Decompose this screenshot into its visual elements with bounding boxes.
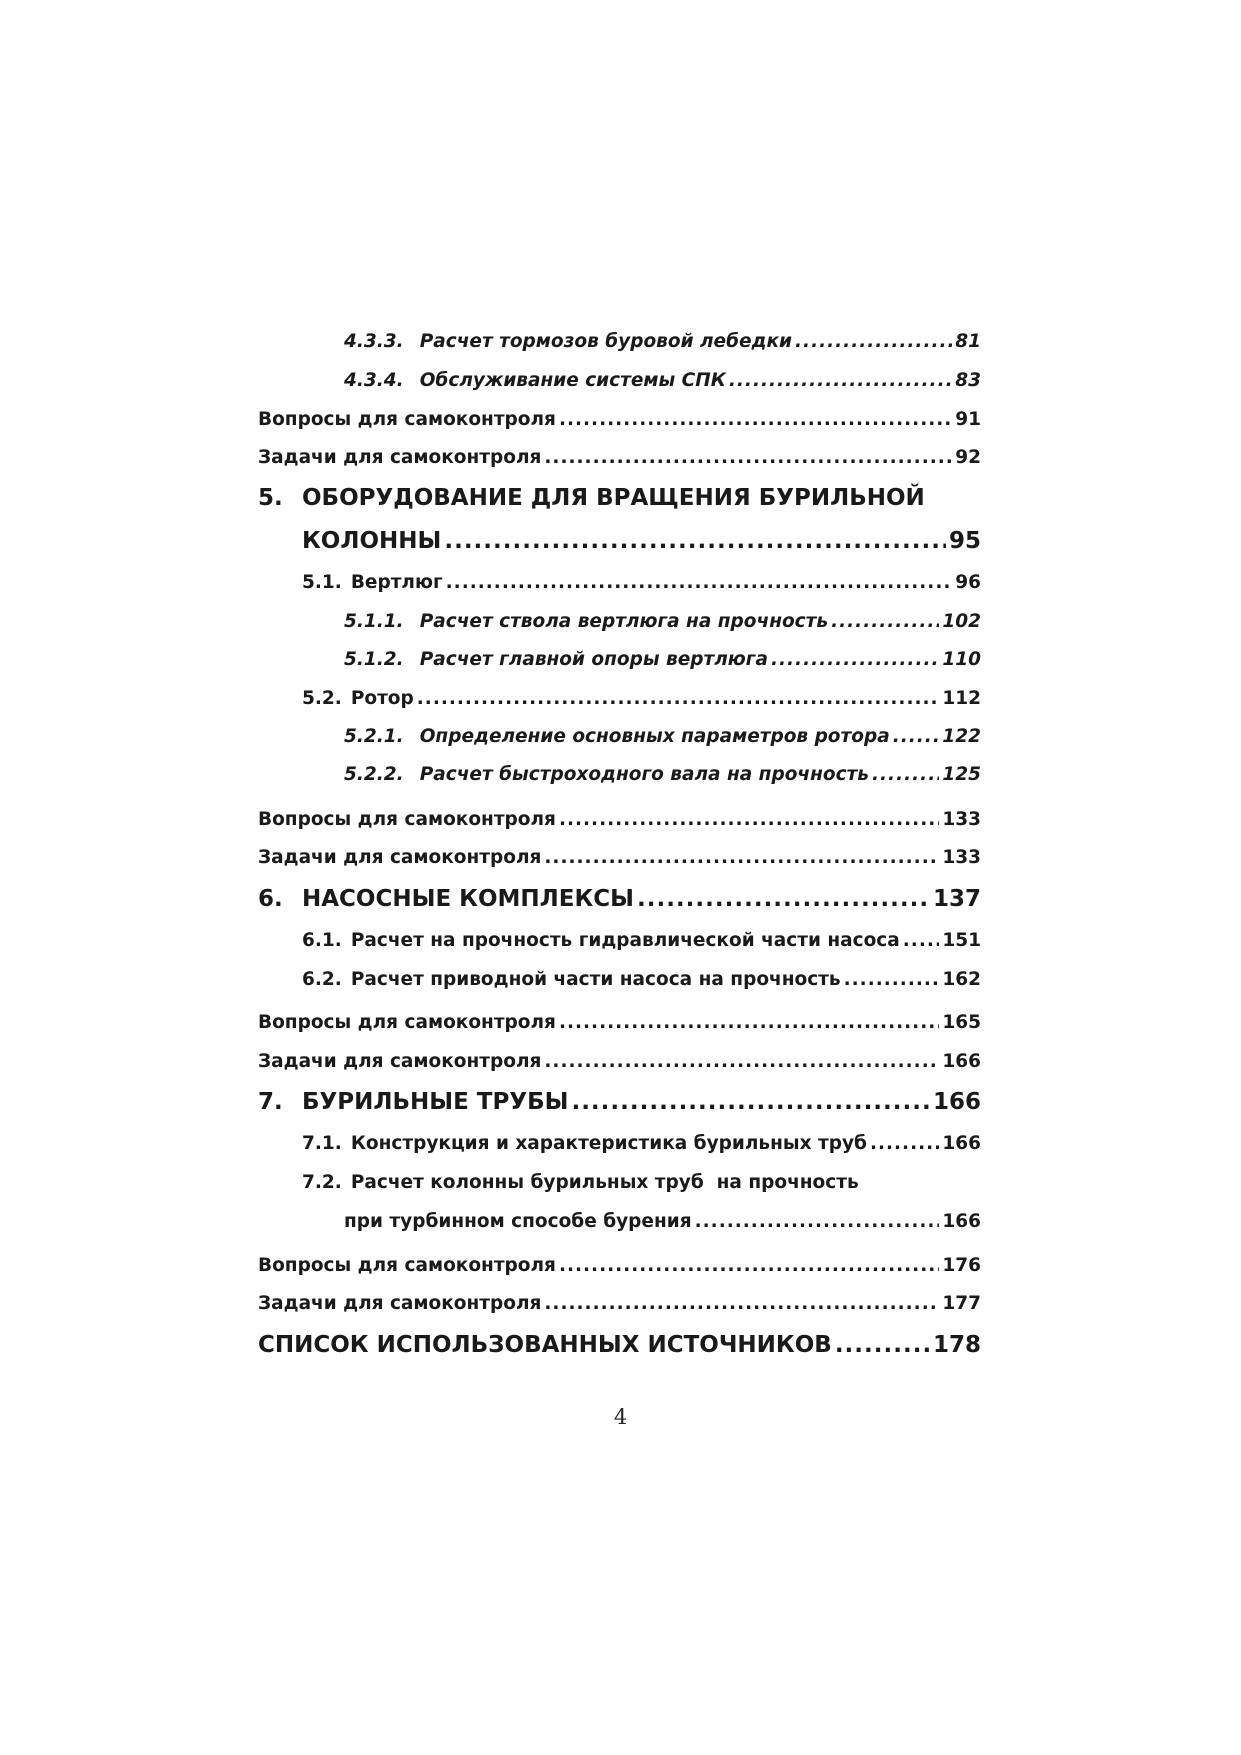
- toc-entry-title: Расчет быстроходного вала на прочность: [419, 764, 869, 785]
- toc-entry-title: Вертлюг: [350, 572, 443, 593]
- toc-entry-page: 166: [942, 1211, 981, 1232]
- toc-entry-title: БУРИЛЬНЫЕ ТРУБЫ: [302, 1089, 569, 1115]
- dot-leader: [771, 651, 939, 670]
- dot-leader: [844, 971, 940, 990]
- toc-entry[interactable]: [258, 811, 981, 830]
- toc-entry-number: 7.2.: [302, 1172, 342, 1193]
- dot-leader: [571, 1091, 930, 1114]
- toc-entry-number: 7.: [258, 1089, 283, 1115]
- toc-entry-title: Задачи для самоконтроля: [258, 1293, 542, 1314]
- toc-bibliography[interactable]: [258, 1334, 981, 1357]
- toc-entry[interactable]: [344, 613, 981, 632]
- toc-entry-number: 5.: [258, 485, 283, 511]
- dot-leader: [444, 530, 946, 553]
- toc-entry[interactable]: [302, 932, 981, 951]
- toc-entry-page: 112: [942, 688, 981, 709]
- toc-entry-title: Конструкция и характеристика бурильных труб: [350, 1133, 867, 1154]
- toc-entry-page: 133: [942, 809, 981, 830]
- dot-leader: [872, 766, 939, 785]
- toc-entry-page: 166: [942, 1051, 981, 1072]
- dot-leader: [637, 888, 930, 911]
- toc-entry-page: 81: [955, 331, 981, 352]
- toc-entry-number: 4.3.4.: [344, 370, 404, 391]
- toc-entry-page: 125: [942, 764, 981, 785]
- toc-chapter[interactable]: [258, 1091, 981, 1114]
- toc-entry[interactable]: [258, 411, 981, 430]
- toc-entry-page: 83: [955, 370, 981, 391]
- toc-entry-title: Расчет ствола вертлюга на прочность: [419, 611, 829, 632]
- toc-chapter[interactable]: [258, 888, 981, 911]
- toc-entry-number: 5.1.: [302, 572, 342, 593]
- toc-entry-page: 166: [932, 1089, 981, 1115]
- toc-entry-title: Определение основных параметров ротора: [419, 726, 890, 747]
- toc-entry-number: 5.2.2.: [344, 764, 404, 785]
- toc-entry[interactable]: [344, 372, 981, 391]
- toc-entry[interactable]: [302, 1135, 981, 1154]
- toc-entry-number: 5.2.1.: [344, 726, 404, 747]
- toc-entry-page: 166: [942, 1133, 981, 1154]
- toc-entry-title: Вопросы для самоконтроля: [258, 409, 556, 430]
- toc-entry-page: 162: [942, 969, 981, 990]
- toc-entry-title: Расчет главной опоры вертлюга: [419, 649, 768, 670]
- dot-leader: [695, 1213, 940, 1232]
- toc-entry-title: Вопросы для самоконтроля: [258, 1255, 556, 1276]
- dot-leader: [544, 1295, 939, 1314]
- toc-entry-title: Расчет приводной части насоса на прочность: [350, 969, 841, 990]
- dot-leader: [893, 728, 940, 747]
- toc-entry-page: 137: [932, 886, 981, 912]
- dot-leader: [729, 372, 952, 391]
- toc-entry-page: 91: [955, 409, 981, 430]
- toc-entry-number: 5.1.2.: [344, 649, 404, 670]
- toc-entry[interactable]: [302, 574, 981, 593]
- toc-entry-number: 5.2.: [302, 688, 342, 709]
- toc-entry-title: Вопросы для самоконтроля: [258, 809, 556, 830]
- toc-entry[interactable]: [302, 971, 981, 990]
- toc-entry-number: 6.: [258, 886, 283, 912]
- toc-entry[interactable]: [258, 1053, 981, 1072]
- dot-leader: [835, 1334, 930, 1357]
- dot-leader: [870, 1135, 939, 1154]
- dot-leader: [559, 411, 952, 430]
- dot-leader: [446, 574, 953, 593]
- toc-entry[interactable]: [302, 690, 981, 709]
- toc-entry-title: Ротор: [350, 688, 414, 709]
- dot-leader: [544, 849, 939, 868]
- toc-entry[interactable]: [344, 728, 981, 747]
- dot-leader: [417, 690, 940, 709]
- toc-entry-continuation[interactable]: [344, 1213, 981, 1232]
- dot-leader: [903, 932, 940, 951]
- toc-entry-number: 6.2.: [302, 969, 342, 990]
- toc-entry-number: 5.1.1.: [344, 611, 404, 632]
- toc-entry-title: при турбинном способе бурения: [344, 1211, 692, 1232]
- toc-entry-title: Обслуживание системы СПК: [419, 370, 726, 391]
- toc-entry-page: 110: [942, 649, 981, 670]
- toc-entry-number: 6.1.: [302, 930, 342, 951]
- toc-entry-page: 165: [942, 1012, 981, 1033]
- toc-entry-page: 102: [942, 611, 981, 632]
- toc-entry-title: ОБОРУДОВАНИЕ ДЛЯ ВРАЩЕНИЯ БУРИЛЬНОЙ: [302, 485, 925, 511]
- toc-entry-number: 4.3.3.: [344, 331, 404, 352]
- toc-entry[interactable]: [344, 651, 981, 670]
- toc-chapter-continuation[interactable]: [302, 530, 981, 553]
- toc-entry-title: Задачи для самоконтроля: [258, 447, 542, 468]
- toc-entry[interactable]: [344, 766, 981, 785]
- toc-entry-page: 177: [942, 1293, 981, 1314]
- toc-entry-page: 122: [942, 726, 981, 747]
- dot-leader: [795, 333, 952, 352]
- toc-entry-page: 178: [932, 1332, 981, 1358]
- page-number: 4: [613, 1405, 628, 1429]
- toc-entry-number: 7.1.: [302, 1133, 342, 1154]
- toc-entry-page: 176: [942, 1255, 981, 1276]
- dot-leader: [544, 1053, 939, 1072]
- toc-entry-title: Задачи для самоконтроля: [258, 1051, 542, 1072]
- toc-entry-title: НАСОСНЫЕ КОМПЛЕКСЫ: [302, 886, 634, 912]
- dot-leader: [559, 1014, 939, 1033]
- toc-entry[interactable]: [258, 449, 981, 468]
- toc-entry-title: СПИСОК ИСПОЛЬЗОВАННЫХ ИСТОЧНИКОВ: [258, 1332, 832, 1358]
- toc-entry[interactable]: [258, 1295, 981, 1314]
- toc-entry-page: 96: [955, 572, 981, 593]
- dot-leader: [544, 449, 952, 468]
- toc-entry[interactable]: [344, 333, 981, 352]
- toc-entry-page: 151: [942, 930, 981, 951]
- toc-entry-page: 95: [948, 528, 981, 554]
- toc-entry[interactable]: [302, 1174, 981, 1193]
- toc-entry-page: 133: [942, 847, 981, 868]
- toc-entry[interactable]: [258, 849, 981, 868]
- toc-entry-title: КОЛОННЫ: [302, 528, 442, 554]
- dot-leader: [559, 1257, 939, 1276]
- toc-entry-page: 92: [955, 447, 981, 468]
- dot-leader: [831, 613, 939, 632]
- toc-chapter[interactable]: [258, 487, 981, 510]
- toc-entry-title: Расчет колонны бурильных труб на прочность: [350, 1172, 859, 1193]
- toc-entry-title: Задачи для самоконтроля: [258, 847, 542, 868]
- toc-entry[interactable]: [258, 1257, 981, 1276]
- toc-entry-title: Расчет на прочность гидравлической части насоса: [350, 930, 900, 951]
- toc-entry-title: Вопросы для самоконтроля: [258, 1012, 556, 1033]
- toc-entry-title: Расчет тормозов буровой лебедки: [419, 331, 793, 352]
- dot-leader: [559, 811, 939, 830]
- toc-entry[interactable]: [258, 1014, 981, 1033]
